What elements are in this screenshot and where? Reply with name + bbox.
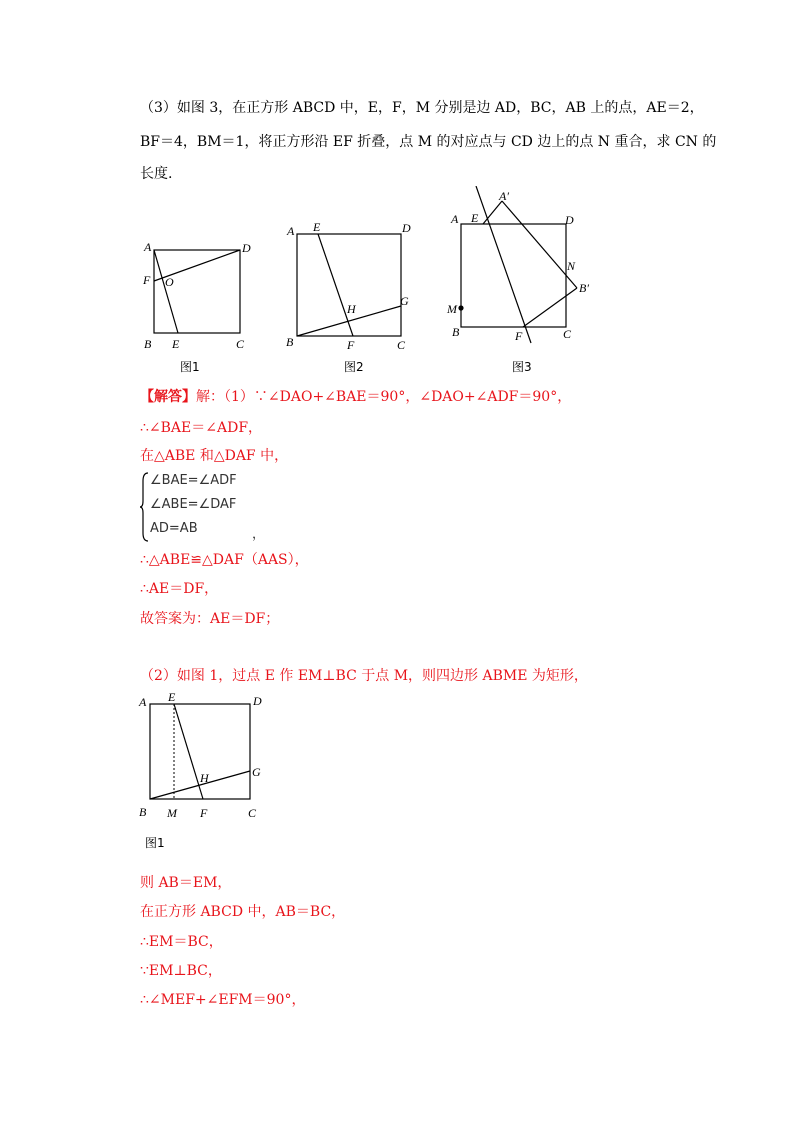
solution-line-3: 在△ABE 和△DAF 中， (140, 448, 289, 464)
solution-step-1: 解：（1）∵∠DAO+∠BAE＝90°，∠DAO+∠ADF＝90°， (196, 389, 572, 405)
solution-line-1 (140, 387, 571, 407)
solution-line-4: ∴△ABE≌△DAF（AAS）， (140, 552, 309, 568)
system-row-2: ∠ABE=∠DAF (150, 497, 237, 512)
fig1-label-o: O (165, 275, 174, 289)
fig1-label-d: D (242, 241, 251, 255)
fig2-label-h: H (347, 302, 356, 316)
fig4-label-f: F (200, 806, 208, 820)
fig1-label-f: F (143, 273, 151, 287)
fig2-caption: 图2 (344, 360, 364, 374)
fig3-label-b-prime: B′ (579, 281, 589, 295)
fig4-label-d: D (253, 694, 262, 708)
figure-1 (138, 236, 256, 356)
fig2-label-a: A (287, 224, 295, 238)
fig1-label-e: E (172, 337, 180, 351)
solution-line-6: 故答案为：AE＝DF； (140, 611, 280, 627)
problem-line-2: BF＝4，BM＝1，将正方形沿 EF 折叠，点 M 的对应点与 CD 边上的点 N 重合，求 CN 的 (140, 134, 717, 150)
solution-line-9: ∴EM＝BC， (140, 934, 223, 950)
fig2-label-c: C (397, 338, 406, 352)
fig2-label-d: D (402, 221, 411, 235)
solution-line-7: 则 AB＝EM， (140, 875, 232, 891)
fig2-label-b: B (286, 335, 294, 349)
solution-line-11: ∴∠MEF+∠EFM＝90°， (140, 992, 306, 1008)
fig3-label-f: F (515, 329, 523, 343)
fig3-label-a-prime: A′ (499, 189, 509, 203)
fig4-label-c: C (248, 806, 257, 820)
fig3-caption: 图3 (512, 360, 532, 374)
solution-line-2: ∴∠BAE＝∠ADF， (140, 420, 263, 436)
fig4-label-b: B (139, 805, 147, 819)
fig3-label-d: D (565, 213, 574, 227)
solution-heading: 【解答】 (140, 389, 196, 405)
fig2-label-f: F (347, 338, 355, 352)
figure-3 (443, 186, 603, 346)
equation-system (140, 471, 280, 543)
problem-line-1: （3）如图 3，在正方形 ABCD 中，E，F，M 分别是边 AD，BC，AB 上的点，AE＝2， (140, 100, 704, 116)
fig1-label-c: C (236, 337, 245, 351)
fig3-label-a: A (451, 212, 459, 226)
fig3-label-b: B (452, 325, 460, 339)
fig1-caption: 图1 (180, 360, 200, 374)
solution-line-5: ∴AE＝DF， (140, 581, 219, 597)
fig1-label-b: B (144, 337, 152, 351)
problem-line-3: 长度. (140, 166, 173, 182)
solution-part2-line: （2）如图 1，过点 E 作 EM⊥BC 于点 M，则四边形 ABME 为矩形， (140, 668, 588, 684)
fig2-label-e: E (313, 220, 321, 234)
fig1-label-a: A (144, 240, 152, 254)
fig3-label-m: M (447, 302, 457, 316)
fig3-label-n: N (567, 259, 576, 273)
fig4-label-g: G (252, 765, 261, 779)
fig2-label-g: G (400, 294, 409, 308)
system-row-1: ∠BAE=∠ADF (150, 473, 237, 488)
fig4-caption: 图1 (145, 836, 165, 850)
figure-4 (136, 690, 266, 820)
figure-2 (283, 218, 419, 354)
solution-line-8: 在正方形 ABCD 中，AB＝BC， (140, 904, 346, 920)
system-comma: ， (252, 527, 266, 542)
fig4-label-m: M (167, 806, 177, 820)
fig3-label-c: C (563, 327, 572, 341)
fig4-label-a: A (139, 695, 147, 709)
system-row-3: AD=AB (150, 521, 198, 536)
left-brace-icon (140, 471, 150, 543)
fig3-label-e: E (471, 211, 479, 225)
fig3-point-m (458, 305, 463, 310)
solution-line-10: ∵EM⊥BC， (140, 963, 222, 979)
fig4-label-e: E (168, 690, 176, 704)
fig4-label-h: H (200, 771, 209, 785)
